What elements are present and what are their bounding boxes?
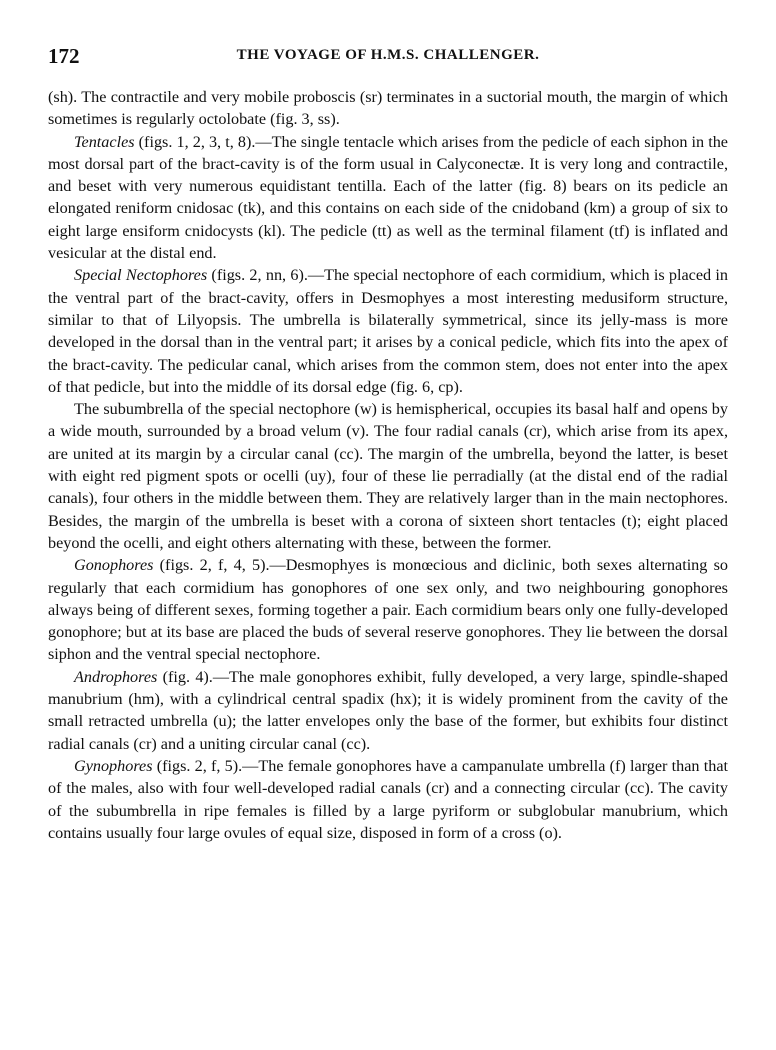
section-lead: Tentacles: [74, 132, 135, 151]
section-lead: Gonophores: [74, 556, 154, 575]
paragraph-text: (sh). The contractile and very mobile proboscis (sr) terminates in a suctorial mouth, the margin of which sometimes is regularly octolobate (fig. 3, ss).: [48, 88, 728, 129]
section-lead: Special Nectophores: [74, 266, 208, 285]
paragraph-continuation: [48, 86, 728, 131]
body-text: [48, 86, 728, 844]
running-title: THE VOYAGE OF H.M.S. CHALLENGER.: [236, 47, 540, 63]
paragraph-text: (figs. 2, nn, 6).—The special nectophore of each cormidium, which is placed in the ventral part of the bract-cavity, offers in Desmophyes a most interesting medusiform structure, similar to that of Lilyopsis. The umbrella is bilaterally symmetrical, since its jelly-mass is more developed in the dorsal than in the ventral part; it arises by a conical pedicle, which fits into the apex of the bract-cavity. The pedicular canal, which arises from the common stem, does not enter into the apex of that pedicle, but into the middle of its dorsal edge (fig. 6, cp).: [48, 266, 729, 396]
section-lead: Androphores: [74, 667, 158, 686]
paragraph-gynophores: [48, 755, 728, 844]
paragraph-special-nectophores: [48, 264, 728, 398]
section-lead: Gynophores: [74, 756, 153, 775]
paragraph-androphores: [48, 666, 728, 755]
page-header: [48, 44, 728, 68]
page-number: 172: [48, 44, 80, 68]
paragraph-text: (fig. 4).—The male gonophores exhibit, fully developed, a very large, spindle-shaped manubrium (hm), with a cylindrical central spadix (hx); it is widely prominent from the cavity of the small retracted umbrella (u); the latter envelopes only the base of the former, but exhibits four distinct radial canals (cr) and a uniting circular canal (cc).: [48, 667, 728, 753]
paragraph-text: The subumbrella of the special nectophore (w) is hemispherical, occupies its basal half and opens by a wide mouth, surrounded by a broad velum (v). The four radial canals (cr), which arise from its apex, are united at its margin by a circular canal (cc). The margin of the umbrella, beyond the latter, is beset with eight red pigment spots or ocelli (uy), four of these lie perradially (at the distal end of the radial canals), four others in the middle between them. They are relatively larger than in the main nectophores. Besides, the margin of the umbrella is beset with a corona of sixteen short tentacles (t); eight placed beyond the ocelli, and eight others alternating with these, between the former.: [48, 400, 728, 552]
paragraph-gonophores: [48, 554, 728, 665]
paragraph-text: (figs. 1, 2, 3, t, 8).—The single tentacle which arises from the pedicle of each siphon in the most dorsal part of the bract-cavity is of the form usual in Calyconectæ. It is very long and contractile, and beset with very numerous equidistant tentilla. Each of the latter (fig. 8) bears on its pedicle an elongated reniform cnidosac (tk), and this contains on each side of the cnidoband (km) a group of six to eight large ensiform cnidocysts (kl). The pedicle (tt) as well as the terminal filament (tf) is inflated and vesicular at the distal end.: [48, 132, 728, 263]
paragraph-subumbrella: [48, 398, 728, 554]
paragraph-tentacles: [48, 131, 728, 265]
paragraph-text: (figs. 2, f, 4, 5).—Desmophyes is monœcious and diclinic, both sexes alternating so regularly that each cormidium has gonophores of one sex only, and two neighbouring gonophores always being of different sexes, forming together a pair. Each cormidium bears only one fully-developed gonophore; but at its base are placed the buds of several reserve gonophores. They lie between the dorsal siphon and the ventral special nectophore.: [48, 556, 728, 664]
paragraph-text: (figs. 2, f, 5).—The female gonophores have a campanulate umbrella (f) larger than that of the males, also with four well-developed radial canals (cr) and a connecting circular (cc). The cavity of the subumbrella in ripe females is filled by a large pyriform or subglobular manubrium, which contains usually four large ovules of equal size, disposed in form of a cross (o).: [48, 756, 728, 842]
